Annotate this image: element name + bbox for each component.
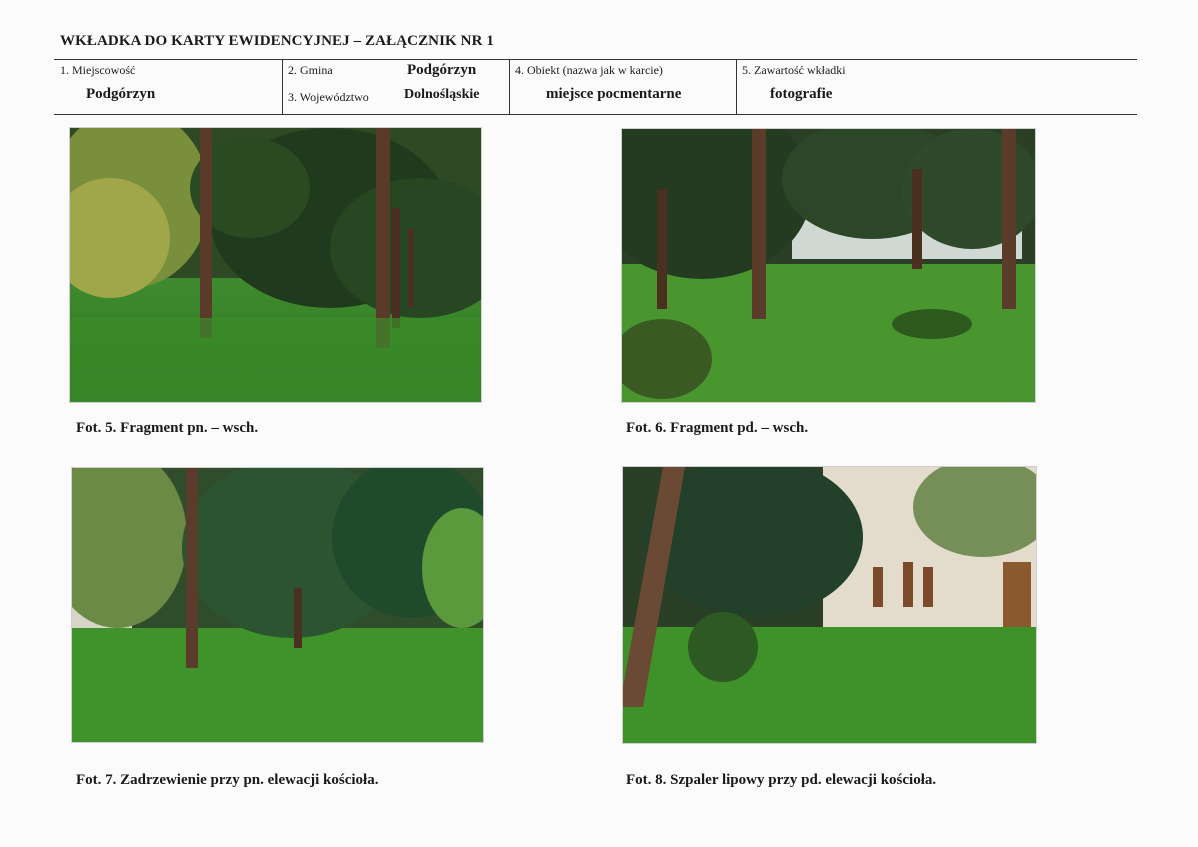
wojewodztwo-label: 3. Województwo: [288, 90, 369, 104]
photo-8: [623, 467, 1036, 743]
zawartosc-label: 5. Zawartość wkładki: [742, 63, 846, 77]
gmina-label: 2. Gmina: [288, 63, 333, 77]
cell-zawartosc: [736, 60, 1137, 114]
photo-7: [72, 468, 483, 742]
caption-photo-5: Fot. 5. Fragment pn. – wsch.: [76, 420, 259, 436]
obiekt-label: 4. Obiekt (nazwa jak w karcie): [515, 63, 663, 77]
page-title: WKŁADKA DO KARTY EWIDENCYJNEJ – ZAŁĄCZNIK NR 1: [60, 33, 494, 49]
wojewodztwo-value: Dolnośląskie: [404, 87, 480, 102]
park-photo-image: [622, 129, 1035, 402]
photo-6: [622, 129, 1035, 402]
photo-5: [70, 128, 481, 402]
park-photo-image: [72, 468, 483, 742]
cell-obiekt: [509, 60, 736, 114]
park-photo-image: [70, 128, 481, 402]
caption-photo-7: Fot. 7. Zadrzewienie przy pn. elewacji kościoła.: [76, 772, 379, 788]
miejscowosc-label: 1. Miejscowość: [60, 63, 136, 77]
caption-photo-8: Fot. 8. Szpaler lipowy przy pd. elewacji kościoła.: [626, 772, 937, 788]
miejscowosc-value: Podgórzyn: [86, 86, 156, 102]
header-table: [54, 59, 1137, 115]
caption-photo-6: Fot. 6. Fragment pd. – wsch.: [626, 420, 809, 436]
church-photo-image: [623, 467, 1036, 743]
gmina-value: Podgórzyn: [407, 62, 477, 78]
zawartosc-value: fotografie: [770, 86, 833, 102]
obiekt-value: miejsce pocmentarne: [546, 86, 682, 102]
cell-miejscowosc: [54, 60, 282, 114]
cell-gmina-wojewodztwo: [282, 60, 509, 114]
